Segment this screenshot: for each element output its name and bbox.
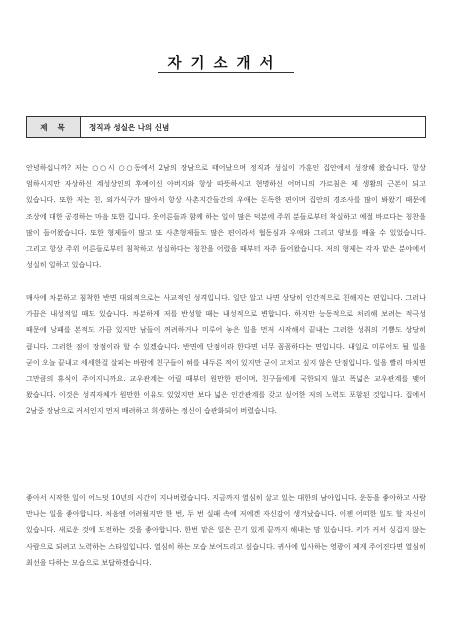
title-underline (158, 72, 294, 73)
paragraph-personality: 매사에 차분하고 침착한 반면 대외적으로는 사교적인 성격입니다. 일단 알고 나면 상당히 인간적으로 친해지는 편입니다. 그러나 가끔은 내성적일 때도 있습니다. 차분하게 저를 반성할 때는 내성적으로 변합니다. 하지만 능동적으로 처리해 보려는 적극성 때문에 낭패를 본적도 가끔 있지만 남들이 꺼려하거나 미루어 놓은 일을 먼저 시작해서 끝내는 그러한 성취의 기쁨도 상당히 큽니다. 그러한 점이 장점이라 할 수 있겠습니다. 반면에 단점이라 한다면 너무 꼼꼼하다는 면입니다. 내일로 미루어도 될 일을 굳이 오늘 끝내고 세세한걸 살피는 바람에 친구들이 혀를 내두른 적이 있지만 굳이 고치고 싶지 않은 단점입니다. 일을 빨리 마치면 그만큼의 휴식이 주어지니까요. 교우관계는 어릴 때부터 원만한 편이며, 친구들에게 국한되지 않고 폭넓은 교우관계를 맺어 왔습니다. 이것은 성격자체가 원만한 이유도 있었지만 보다 넓은 인간관계를 갖고 싶어한 저의 노력도 포함된 것입니다. 집에서 2남중 장남으로 커서인지 먼저 배려하고 희생하는 정신이 습관화되어 버렸습니다. (26, 293, 427, 416)
paragraph-family: 안녕하십니까? 저는 ○○시 ○○동에서 2남의 장남으로 태어났으며 정직과 성실이 가훈인 집안에서 성장해 왔습니다. 항상 엄하시지만 자상하신 계성상인의 후예이신 아버지와 항상 따뜻하시고 현명하신 어머니의 가르침은 제 생활의 근본이 되고 있습니다. 또한 저는 친, 외가식구가 많아서 항상 사촌지간들간의 우애는 돈독한 편이며 집안의 경조사를 많이 봐왔기 때문에 조상에 대한 공경하는 마음 또한 깁니다. 웃어른들과 함께 하는 일이 많은 덕분에 주위 분들로부터 착실하고 예절 바르다는 칭찬을 많이 들어왔습니다. 또한 형제들이 많고 또 사촌형제들도 많은 편이라서 협동심과 우애와 그리고 양보를 배울 수 있었습니다. 그리고 항상 주위 어른들로부터 침착하고 성실하다는 칭찬을 어렸을 때부터 자주 들어왔습니다. 저의 형제는 각자 맡은 분야에서 성실히 일하고 있습니다. (26, 163, 427, 270)
paragraph-aspiration: 좋아서 시작한 일이 어느덧 10년의 시간이 지나버렸습니다. 지금까지 열심히 살고 있는 대한의 남아입니다. 운동을 좋아하고 사람 만나는 일을 좋아합니다. 처음엔 어려웠지만 한 번, 두 번 실패 속에 저에겐 자신감이 생겨났습니다. 이젠 어떠한 일도 할 자신이 있습니다. 새로운 것에 도전하는 것을 좋아합니다. 한번 맡은 일은 끈기 있게 끝까지 해내는 맘 있습니다. 키가 커서 싱겁지 않는 사람으로 되려고 노력하는 스타일입니다. 열심히 하는 모습 보여드리고 싶습니다. 귀사에 입사하는 영광이 제게 주어진다면 열심히 최선을 다하는 모습으로 보답하겠습니다. (26, 493, 426, 567)
subject-label: 제목 (27, 117, 81, 137)
subject-value: 정직과 성실은 나의 신념 (89, 122, 170, 132)
subject-table (26, 116, 426, 138)
document-title: 자기소개서 (167, 55, 283, 72)
